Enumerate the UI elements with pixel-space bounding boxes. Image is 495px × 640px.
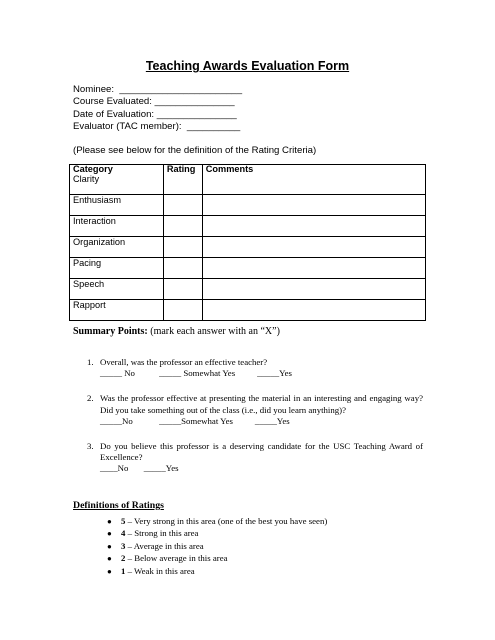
definition-item xyxy=(107,552,327,564)
question-text: Overall, was the professor an effective teacher? xyxy=(100,357,268,367)
table-row xyxy=(70,279,426,300)
category-cell: Enthusiasm xyxy=(70,195,164,216)
bullet-icon: ● xyxy=(107,566,112,576)
category-cell: Interaction xyxy=(70,216,164,237)
question-text: Was the professor effective at presenting the material in an interesting and engaging way? Did you take something out of the class (i.e., did you learn anything)? xyxy=(100,393,423,415)
definition-text: – Very strong in this area (one of the best you have seen) xyxy=(125,516,328,526)
evaluator-field: Evaluator (TAC member): __________ xyxy=(73,120,241,132)
form-info-fields xyxy=(73,84,242,133)
question-item xyxy=(73,393,423,427)
question-options[interactable]: ____No _____Yes xyxy=(100,463,179,474)
category-cell: Organization xyxy=(70,237,164,258)
definition-number: 3 xyxy=(121,540,126,551)
summary-instruction: (mark each answer with an “X”) xyxy=(147,326,280,337)
comments-cell[interactable] xyxy=(202,195,425,216)
question-number: 3. xyxy=(87,441,94,452)
definition-item xyxy=(107,515,327,527)
date-of-evaluation-field: Date of Evaluation: _______________ xyxy=(73,108,237,120)
nominee-field: Nominee: _______________________ xyxy=(73,84,243,95)
definitions-title: Definitions of Ratings xyxy=(73,500,164,511)
comments-cell[interactable] xyxy=(202,279,425,300)
table-row xyxy=(70,216,426,237)
definition-text: – Average in this area xyxy=(125,540,204,551)
rating-cell[interactable] xyxy=(163,300,202,321)
rating-criteria-note: (Please see below for the definition of the Rating Criteria) xyxy=(73,145,317,156)
table-row xyxy=(70,174,426,195)
definitions-list xyxy=(107,515,327,577)
category-cell: Speech xyxy=(70,279,164,300)
comments-cell[interactable] xyxy=(202,300,425,321)
bullet-icon: ● xyxy=(107,554,112,564)
comments-cell[interactable] xyxy=(202,258,425,279)
category-cell: Pacing xyxy=(70,258,164,279)
definition-number: 1 xyxy=(121,565,126,576)
rating-cell[interactable] xyxy=(163,216,202,237)
table-row xyxy=(70,237,426,258)
definition-number: 4 xyxy=(121,528,126,539)
definition-item xyxy=(107,527,327,539)
rating-cell[interactable] xyxy=(163,195,202,216)
question-options[interactable]: _____No _____Somewhat Yes _____Yes xyxy=(100,415,290,426)
definition-text: – Strong in this area xyxy=(125,528,199,539)
comments-cell[interactable] xyxy=(202,174,425,195)
summary-heading xyxy=(73,326,280,337)
category-cell: Clarity xyxy=(70,174,164,195)
header-category: Category xyxy=(70,165,164,175)
comments-cell[interactable] xyxy=(202,216,425,237)
question-text: Do you believe this professor is a deserving candidate for the USC Teaching Award of Excellence? xyxy=(100,441,423,463)
rating-cell[interactable] xyxy=(163,237,202,258)
definition-number: 5 xyxy=(121,516,126,526)
question-number: 1. xyxy=(87,357,94,367)
comments-cell[interactable] xyxy=(202,237,425,258)
rating-cell[interactable] xyxy=(163,279,202,300)
bullet-icon: ● xyxy=(107,541,112,551)
table-row xyxy=(70,300,426,321)
definition-text: – Below average in this area xyxy=(125,553,228,564)
course-evaluated-field: Course Evaluated: _______________ xyxy=(73,96,235,108)
header-comments: Comments xyxy=(202,165,425,175)
rating-table xyxy=(69,164,426,321)
table-row xyxy=(70,195,426,216)
rating-cell[interactable] xyxy=(163,258,202,279)
question-item xyxy=(73,441,423,475)
question-item xyxy=(73,357,423,379)
question-options[interactable]: _____ No _____ Somewhat Yes _____Yes xyxy=(100,368,292,379)
definition-item xyxy=(107,565,327,577)
summary-label: Summary Points: xyxy=(73,326,148,337)
question-number: 2. xyxy=(87,393,94,404)
summary-questions xyxy=(73,357,423,489)
category-cell: Rapport xyxy=(70,300,164,321)
bullet-icon: ● xyxy=(107,517,112,526)
definition-text: – Weak in this area xyxy=(125,565,195,576)
rating-cell[interactable] xyxy=(163,174,202,195)
table-row xyxy=(70,258,426,279)
definition-number: 2 xyxy=(121,553,126,564)
form-title: Teaching Awards Evaluation Form xyxy=(145,59,350,73)
definition-item xyxy=(107,540,327,552)
bullet-icon: ● xyxy=(107,529,112,539)
header-rating: Rating xyxy=(163,165,202,175)
